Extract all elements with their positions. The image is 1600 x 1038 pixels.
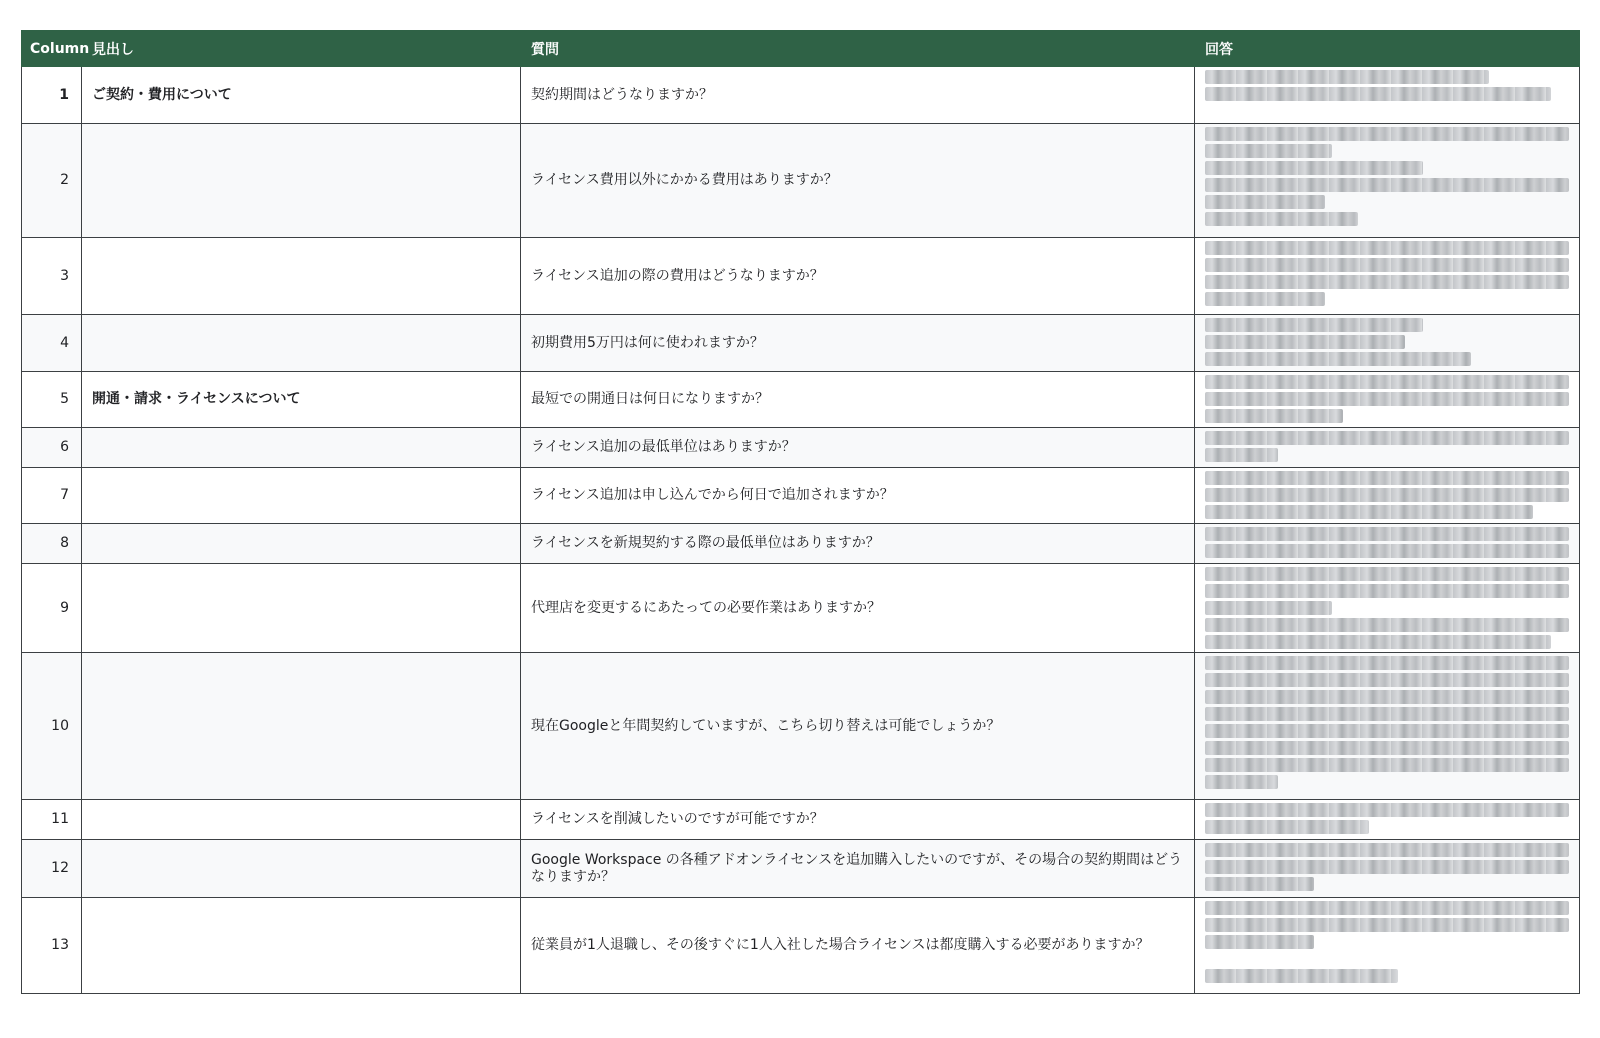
answer-cell-blurred[interactable] [1195,468,1580,524]
heading-cell[interactable] [82,653,521,800]
question-cell[interactable]: 従業員が1人退職し、その後すぐに1人入社した場合ライセンスは都度購入する必要がありますか？ [521,898,1195,994]
row-number-cell[interactable]: 2 [22,124,82,238]
redacted-line [1205,178,1569,192]
table-row [22,468,1580,524]
redacted-line [1205,843,1569,857]
redacted-line [1205,601,1332,615]
answer-cell-blurred[interactable] [1195,898,1580,994]
faq-table [21,30,1580,994]
table-row [22,898,1580,994]
answer-cell-blurred[interactable] [1195,564,1580,653]
redacted-line [1205,724,1569,738]
redacted-line [1205,673,1569,687]
redacted-line [1205,258,1569,272]
redacted-answer-text [1205,526,1569,558]
heading-cell[interactable] [82,564,521,653]
heading-cell[interactable]: ご契約・費用について [82,67,521,124]
redacted-line [1205,318,1423,332]
redacted-line [1205,860,1569,874]
answer-cell-blurred[interactable] [1195,124,1580,238]
heading-cell[interactable] [82,428,521,468]
heading-cell[interactable] [82,315,521,372]
redacted-line [1205,544,1569,558]
row-number-cell[interactable]: 10 [22,653,82,800]
redacted-line [1205,161,1423,175]
column-header-answer[interactable]: 回答 [1195,31,1580,67]
redacted-answer-text [1205,900,1569,983]
question-cell[interactable]: Google Workspace の各種アドオンライセンスを追加購入したいのですが、その場合の契約期間はどうなりますか？ [521,840,1195,898]
table-row [22,524,1580,564]
redacted-line [1205,448,1278,462]
redacted-line [1205,935,1314,949]
heading-cell[interactable] [82,524,521,564]
row-number-cell[interactable]: 11 [22,800,82,840]
table-row [22,428,1580,468]
table-row [22,372,1580,428]
heading-cell[interactable] [82,898,521,994]
question-cell[interactable]: ライセンス費用以外にかかる費用はありますか？ [521,124,1195,238]
header-row [22,31,1580,67]
redacted-answer-text [1205,842,1569,891]
answer-cell-blurred[interactable] [1195,653,1580,800]
redacted-line [1205,820,1369,834]
redacted-line [1205,969,1398,983]
redacted-line [1205,431,1569,445]
redacted-line [1205,505,1533,519]
redacted-line [1205,375,1569,389]
question-cell[interactable]: ライセンス追加の最低単位はありますか？ [521,428,1195,468]
faq-spreadsheet [21,30,1579,994]
row-number-cell[interactable]: 9 [22,564,82,653]
table-row [22,67,1580,124]
row-number-cell[interactable]: 12 [22,840,82,898]
row-number-cell[interactable]: 13 [22,898,82,994]
redacted-line [1205,918,1569,932]
question-cell[interactable]: ライセンスを新規契約する際の最低単位はありますか？ [521,524,1195,564]
redacted-line [1205,275,1569,289]
answer-cell-blurred[interactable] [1195,238,1580,315]
redacted-line [1205,803,1569,817]
answer-cell-blurred[interactable] [1195,67,1580,124]
redacted-line [1205,471,1569,485]
redacted-line [1205,527,1569,541]
redacted-answer-text [1205,655,1569,789]
answer-cell-blurred[interactable] [1195,840,1580,898]
column-header-num[interactable]: Column [22,31,82,67]
heading-cell[interactable] [82,468,521,524]
table-row [22,238,1580,315]
row-number-cell[interactable]: 3 [22,238,82,315]
redacted-line [1205,488,1569,502]
redacted-answer-text [1205,69,1569,101]
question-cell[interactable]: ライセンスを削減したいのですが可能ですか？ [521,800,1195,840]
table-row [22,124,1580,238]
answer-cell-blurred[interactable] [1195,800,1580,840]
heading-cell[interactable] [82,124,521,238]
answer-cell-blurred[interactable] [1195,315,1580,372]
redacted-answer-text [1205,566,1569,649]
row-number-cell[interactable]: 5 [22,372,82,428]
redacted-line [1205,584,1569,598]
question-cell[interactable]: 初期費用5万円は何に使われますか？ [521,315,1195,372]
table-row [22,653,1580,800]
redacted-line [1205,877,1314,891]
question-cell[interactable]: 契約期間はどうなりますか？ [521,67,1195,124]
table-row [22,315,1580,372]
redacted-answer-text [1205,802,1569,834]
redacted-line [1205,352,1471,366]
row-number-cell[interactable]: 8 [22,524,82,564]
answer-cell-blurred[interactable] [1195,428,1580,468]
redacted-line [1205,127,1569,141]
redacted-line [1205,618,1569,632]
column-header-question[interactable]: 質問 [521,31,1195,67]
question-cell[interactable]: 代理店を変更するにあたっての必要作業はありますか？ [521,564,1195,653]
table-row [22,840,1580,898]
heading-cell[interactable] [82,840,521,898]
redacted-line [1205,690,1569,704]
redacted-line [1205,567,1569,581]
heading-cell[interactable] [82,800,521,840]
heading-cell[interactable] [82,238,521,315]
row-number-cell[interactable]: 1 [22,67,82,124]
question-cell[interactable]: ライセンス追加は申し込んでから何日で追加されますか？ [521,468,1195,524]
redacted-line [1205,707,1569,721]
redacted-line [1205,335,1405,349]
redacted-line [1205,195,1325,209]
table-row [22,564,1580,653]
redacted-answer-text [1205,470,1569,519]
redacted-answer-text [1205,317,1569,366]
redacted-line [1205,635,1551,649]
heading-cell[interactable]: 開通・請求・ライセンスについて [82,372,521,428]
redacted-line [1205,144,1332,158]
redacted-line [1205,87,1551,101]
redacted-line [1205,656,1569,670]
row-number-cell[interactable]: 6 [22,428,82,468]
redacted-line [1205,775,1278,789]
answer-cell-blurred[interactable] [1195,524,1580,564]
answer-cell-blurred[interactable] [1195,372,1580,428]
redacted-answer-text [1205,430,1569,462]
row-number-cell[interactable]: 4 [22,315,82,372]
question-cell[interactable]: 現在Googleと年間契約していますが、こちら切り替えは可能でしょうか？ [521,653,1195,800]
redacted-line [1205,212,1358,226]
redacted-line [1205,392,1569,406]
redacted-line [1205,241,1569,255]
column-header-heading[interactable]: 見出し [82,31,521,67]
redacted-line [1205,292,1325,306]
table-row [22,800,1580,840]
row-number-cell[interactable]: 7 [22,468,82,524]
redacted-line [1205,70,1489,84]
question-cell[interactable]: 最短での開通日は何日になりますか？ [521,372,1195,428]
redacted-line [1205,901,1569,915]
redacted-answer-text [1205,240,1569,306]
redacted-line [1205,741,1569,755]
redacted-answer-text [1205,126,1569,226]
redacted-line [1205,758,1569,772]
redacted-answer-text [1205,374,1569,423]
question-cell[interactable]: ライセンス追加の際の費用はどうなりますか？ [521,238,1195,315]
redacted-line [1205,409,1343,423]
